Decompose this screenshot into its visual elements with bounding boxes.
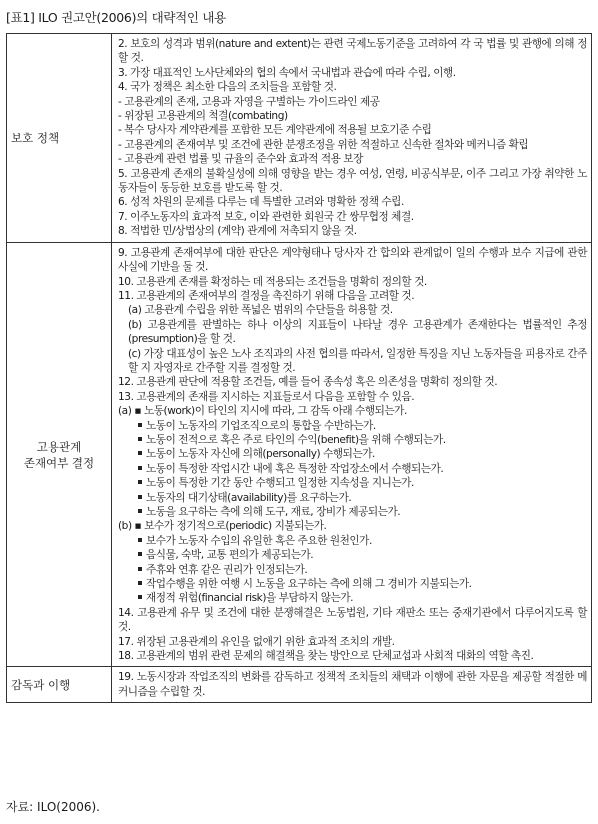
content-line — [118, 635, 587, 649]
square-bullet-icon — [138, 552, 142, 556]
line-text: 노동이 노동자의 기업조직으로의 통합을 수반하는가. — [146, 419, 376, 432]
square-bullet-icon — [138, 581, 142, 585]
row-label-text: 감독과 이행 — [11, 677, 71, 692]
content-line — [118, 109, 587, 123]
content-line — [118, 66, 587, 80]
line-text: 노동이 특정한 작업시간 내에 혹은 특정한 작업장소에서 수행되는가. — [146, 462, 444, 475]
content-line — [118, 289, 587, 303]
row-content — [112, 242, 592, 667]
line-text: 노동자의 대기상태(availability)를 요구하는가. — [146, 491, 352, 504]
bullet-item — [118, 433, 587, 447]
table-row — [7, 242, 592, 667]
line-text: 6. 성적 차원의 문제를 다루는 데 특별한 고려와 명확한 정책 수립. — [118, 196, 404, 209]
line-text: - 고용관계의 존재, 고용과 자영을 구별하는 가이드라인 제공 — [118, 95, 380, 108]
table-caption: [표1] ILO 권고안(2006)의 대략적인 내용 — [6, 10, 226, 25]
line-text: (b) ▪ 보수가 정기적으로(periodic) 지불되는가. — [118, 520, 327, 533]
bullet-item — [118, 447, 587, 461]
content-line — [118, 390, 587, 404]
content-line — [118, 167, 587, 196]
content-line — [118, 318, 587, 347]
row-content — [112, 34, 592, 243]
line-text: 노동이 전적으로 혹은 주로 타인의 수익(benefit)을 위해 수행되는가. — [146, 433, 446, 446]
row-label-text: 고용관계 — [36, 439, 82, 454]
line-text: (a) 고용관계 수립을 위한 폭넓은 범위의 수단들을 허용할 것. — [128, 304, 393, 317]
line-text: - 위장된 고용관계의 척결(combating) — [118, 110, 288, 123]
bullet-item — [118, 563, 587, 577]
line-text: 3. 가장 대표적인 노사단체와의 협의 속에서 국내법과 관습에 따라 수립, 이행. — [118, 66, 456, 79]
square-bullet-icon — [138, 423, 142, 427]
row-label — [7, 242, 112, 667]
line-text: 작업수행을 위한 여행 시 노동을 요구하는 측에 의해 그 경비가 지불되는가. — [146, 578, 472, 591]
line-text: 18. 고용관계의 범위 관련 문제의 해결책을 찾는 방안으로 단체교섭과 사회적 대화의 역할 촉진. — [118, 650, 534, 663]
content-line — [118, 606, 587, 635]
square-bullet-icon — [138, 595, 142, 599]
line-text: 14. 고용관계 유무 및 조건에 대한 분쟁해결은 노동법원, 기타 재판소 또는 중재기관에서 다루어지도록 할 것. — [118, 606, 587, 634]
content-line — [118, 275, 587, 289]
bullet-item — [118, 419, 587, 433]
content-line — [118, 80, 587, 94]
content-line — [118, 519, 587, 533]
content-line — [118, 224, 587, 238]
line-text: (b) 고용관계를 판별하는 하나 이상의 지표들이 나타날 경우 고용관계가 존재한다는 법률적인 추정(presumption)을 할 것. — [128, 318, 587, 346]
row-label-text: 존재여부 결정 — [23, 455, 95, 470]
content-line — [118, 649, 587, 663]
line-text: 재정적 위험(financial risk)을 부담하지 않는가. — [146, 592, 354, 605]
content-line — [118, 347, 587, 376]
content-line — [118, 303, 587, 317]
content-line — [118, 375, 587, 389]
line-text: 5. 고용관계 존재의 불확실성에 의해 영향을 받는 경우 여성, 연령, 비공식부문, 이주 그리고 가장 취약한 노동자들이 동등한 보호를 받도록 할 것. — [118, 167, 587, 195]
content-line — [118, 123, 587, 137]
line-text: 노동이 노동자 자신에 의해(personally) 수행되는가. — [146, 448, 375, 461]
content-line — [118, 246, 587, 275]
line-text: 13. 고용관계의 존재를 지시하는 지표들로서 다음을 포함할 수 있음. — [118, 390, 415, 403]
square-bullet-icon — [138, 466, 142, 470]
row-content — [112, 667, 592, 703]
source-note: 자료: ILO(2006). — [6, 800, 101, 814]
content-line — [118, 152, 587, 166]
line-text: 9. 고용관계 존재여부에 대한 판단은 계약형태나 당사자 간 합의와 관계없이 일의 수행과 보수 지급에 관한 사실에 기반을 둘 것. — [118, 246, 587, 274]
bullet-item — [118, 476, 587, 490]
line-text: 7. 이주노동자의 효과적 보호, 이와 관련한 회원국 간 쌍무협정 체결. — [118, 210, 414, 223]
content-line — [118, 210, 587, 224]
line-text: 노동이 특정한 기간 동안 수행되고 일정한 지속성을 지니는가. — [146, 477, 414, 490]
square-bullet-icon — [138, 437, 142, 441]
bullet-item — [118, 505, 587, 519]
line-text: 19. 노동시장과 작업조직의 변화를 감독하고 정책적 조치들의 채택과 이행에 관한 자문을 제공할 적절한 메커니즘을 수립할 것. — [118, 671, 587, 698]
line-text: 보수가 노동자 수입의 유일한 혹은 주요한 원천인가. — [146, 534, 372, 547]
content-line — [118, 95, 587, 109]
square-bullet-icon — [138, 538, 142, 542]
line-text: 8. 적법한 민/상법상의 (계약) 관계에 저촉되지 않을 것. — [118, 225, 357, 238]
line-text: - 고용관계 관련 법률 및 규율의 준수와 효과적 적용 보장 — [118, 153, 363, 166]
content-line — [118, 138, 587, 152]
bullet-item — [118, 577, 587, 591]
line-text: 4. 국가 정책은 최소한 다음의 조치들을 포함할 것. — [118, 81, 337, 94]
line-text: - 고용관계의 존재여부 및 조건에 관한 분쟁조정을 위한 적절하고 신속한 절차와 메커니즘 확립 — [118, 138, 529, 151]
square-bullet-icon — [138, 480, 142, 484]
bullet-item — [118, 462, 587, 476]
square-bullet-icon — [138, 567, 142, 571]
line-text: 주휴와 연휴 같은 권리가 인정되는가. — [146, 563, 308, 576]
row-label — [7, 34, 112, 243]
square-bullet-icon — [138, 495, 142, 499]
table-row — [7, 34, 592, 243]
bullet-item — [118, 491, 587, 505]
row-label-text: 보호 정책 — [11, 130, 60, 145]
line-text: 노동을 요구하는 측에 의해 도구, 재료, 장비가 제공되는가. — [146, 506, 401, 518]
row-label — [7, 667, 112, 703]
line-text: 음식물, 숙박, 교통 편의가 제공되는가. — [146, 549, 314, 562]
content-line — [118, 37, 587, 66]
square-bullet-icon — [138, 451, 142, 455]
line-text: (c) 가장 대표성이 높은 노사 조직과의 사전 협의를 따라서, 일정한 특징을 지닌 노동자들을 피용자로 간주할 지 자영자로 간주할 지를 결정할 것. — [128, 347, 587, 374]
bullet-item — [118, 591, 587, 605]
content-line — [118, 670, 587, 699]
line-text: 17. 위장된 고용관계의 유인을 없애기 위한 효과적 조치의 개발. — [118, 635, 395, 648]
line-text: 12. 고용관계 판단에 적용할 조건들, 예를 들어 종속성 혹은 의존성을 명확히 정의할 것. — [118, 376, 498, 389]
table-row — [7, 667, 592, 703]
bullet-item — [118, 534, 587, 548]
content-line — [118, 195, 587, 209]
line-text: 10. 고용관계 존재를 확정하는 데 적용되는 조건들을 명확히 정의할 것. — [118, 275, 427, 288]
line-text: 11. 고용관계의 존재여부의 결정을 촉진하기 위해 다음을 고려할 것. — [118, 289, 415, 302]
line-text: - 복수 당사자 계약관계를 포함한 모든 계약관계에 적용될 보호기준 수립 — [118, 124, 432, 137]
line-text: (a) ▪ 노동(work)이 타인의 지시에 따라, 그 감독 아래 수행되는가. — [118, 405, 407, 418]
line-text: 2. 보호의 성격과 범위(nature and extent)는 관련 국제노동기준을 고려하여 각 국 법률 및 관행에 의해 정할 것. — [118, 38, 587, 65]
ilo-recommendation-table — [6, 33, 592, 703]
square-bullet-icon — [138, 509, 142, 513]
content-line — [118, 404, 587, 418]
bullet-item — [118, 548, 587, 562]
